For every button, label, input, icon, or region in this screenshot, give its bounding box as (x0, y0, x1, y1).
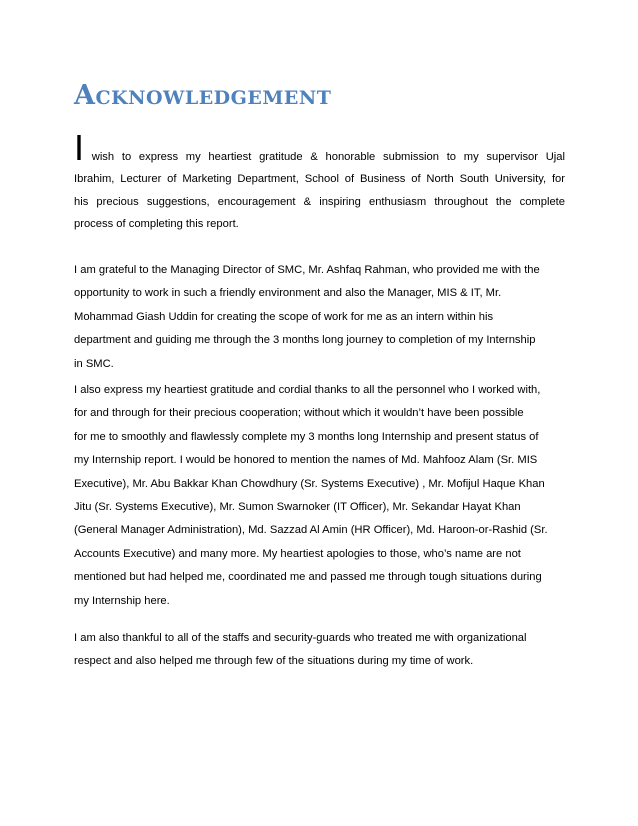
paragraph-line: Ibrahim, Lecturer of Marketing Department, School of Business of North South University, for (74, 173, 565, 186)
paragraph-line-text: wish to express my heartiest gratitude & honorable submission to my supervisor Ujal (84, 151, 565, 163)
paragraph-personnel-thanks (74, 379, 565, 613)
paragraph-line: Accounts Executive) and many more. My heartiest apologies to those, who’s name are not (74, 547, 521, 560)
paragraph-line: in SMC. (74, 357, 114, 370)
paragraph-line: (General Manager Administration), Md. Sazzad Al Amin (HR Officer), Md. Haroon-or-Rashid (Sr. (74, 524, 548, 537)
paragraph-line: my Internship here. (74, 594, 170, 607)
paragraph-line: respect and also helped me through few of the situations during my time of work. (74, 655, 474, 668)
paragraph-line: my Internship report. I would be honored to mention the names of Md. Mahfooz Alam (Sr. MIS (74, 454, 538, 467)
paragraph-line: I also express my heartiest gratitude and cordial thanks to all the personnel who I worked with, (74, 384, 541, 396)
paragraph-line: Mohammad Giash Uddin for creating the scope of work for me as an intern within his (74, 310, 494, 323)
paragraph-line: his precious suggestions, encouragement & inspiring enthusiasm throughout the complete (74, 195, 565, 208)
drop-cap: I (74, 127, 85, 168)
paragraph-line: opportunity to work in such a friendly environment and also the Manager, MIS & IT, Mr. (74, 287, 502, 300)
page-title: Acknowledgement (74, 80, 332, 111)
paragraph-line: Jitu (Sr. Systems Executive), Mr. Sumon Swarnoker (IT Officer), Mr. Sekandar Hayat Khan (74, 501, 521, 514)
paragraph-line: department and guiding me through the 3 months long journey to completion of my Internship (74, 334, 536, 347)
paragraph-line: process of completing this report. (74, 218, 239, 231)
paragraph-line: I am grateful to the Managing Director of SMC, Mr. Ashfaq Rahman, who provided me with the (74, 264, 540, 276)
paragraph-line: Executive), Mr. Abu Bakkar Khan Chowdhury (Sr. Systems Executive) , Mr. Mofijul Haque Khan (74, 477, 545, 490)
paragraph-supervisor-thanks (74, 127, 565, 236)
paragraph-staff-thanks (74, 627, 565, 674)
paragraph-line: mentioned but had helped me, coordinated me and passed me through tough situations during (74, 571, 542, 584)
paragraph-line: for and through for their precious cooperation; without which it wouldn’t have been possible (74, 407, 524, 420)
paragraph-line: I am also thankful to all of the staffs and security-guards who treated me with organizational (74, 632, 527, 644)
paragraph-line: for me to smoothly and flawlessly complete my 3 months long Internship and present status of (74, 430, 539, 443)
paragraph-line (74, 127, 565, 168)
paragraph-managing-director-thanks (74, 259, 565, 376)
